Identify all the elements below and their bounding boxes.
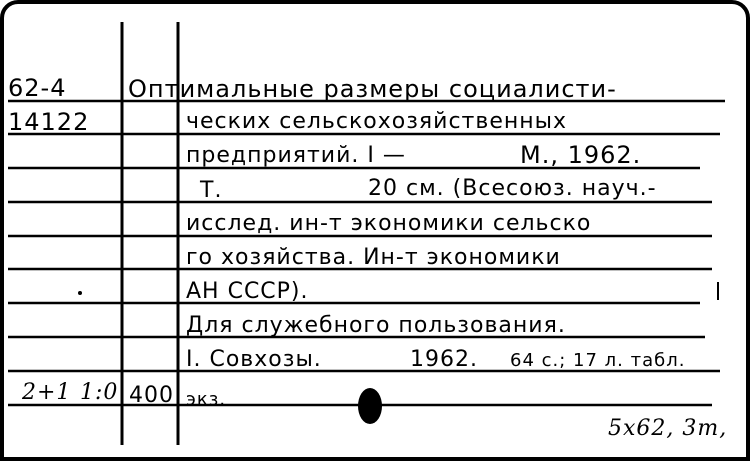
- accession-number: 14122: [8, 108, 90, 136]
- subject-year: 1962.: [410, 347, 478, 372]
- subject-heading: I. Совхозы.: [186, 347, 322, 372]
- title-line-3: предприятий. I —: [186, 143, 406, 168]
- series-line-1: 20 см. (Всесоюз. науч.-: [368, 176, 657, 201]
- copies-cell-2: 1:0: [80, 380, 119, 405]
- series-line-4: АН СССР).: [186, 279, 309, 304]
- volume-label: Т.: [200, 178, 223, 203]
- copies-unit: экз.: [186, 389, 227, 410]
- punch-hole: [358, 388, 382, 424]
- title-line-1: Оптимальные размеры социалисти-: [128, 75, 617, 103]
- handwritten-note: 5х62, 3т,: [608, 416, 728, 441]
- copies-count: 400: [129, 383, 174, 408]
- copies-cell-1: 2+1: [22, 380, 72, 405]
- imprint: М., 1962.: [520, 141, 642, 169]
- restriction-note: Для служебного пользования.: [186, 313, 566, 338]
- call-number: 62-4: [8, 74, 67, 102]
- collation: 64 с.; 17 л. табл.: [510, 350, 686, 371]
- title-line-2: ческих сельскохозяйственных: [186, 109, 568, 134]
- series-line-3: го хозяйства. Ин-т экономики: [186, 245, 561, 270]
- series-line-2: исслед. ин-т экономики сельско: [186, 211, 592, 236]
